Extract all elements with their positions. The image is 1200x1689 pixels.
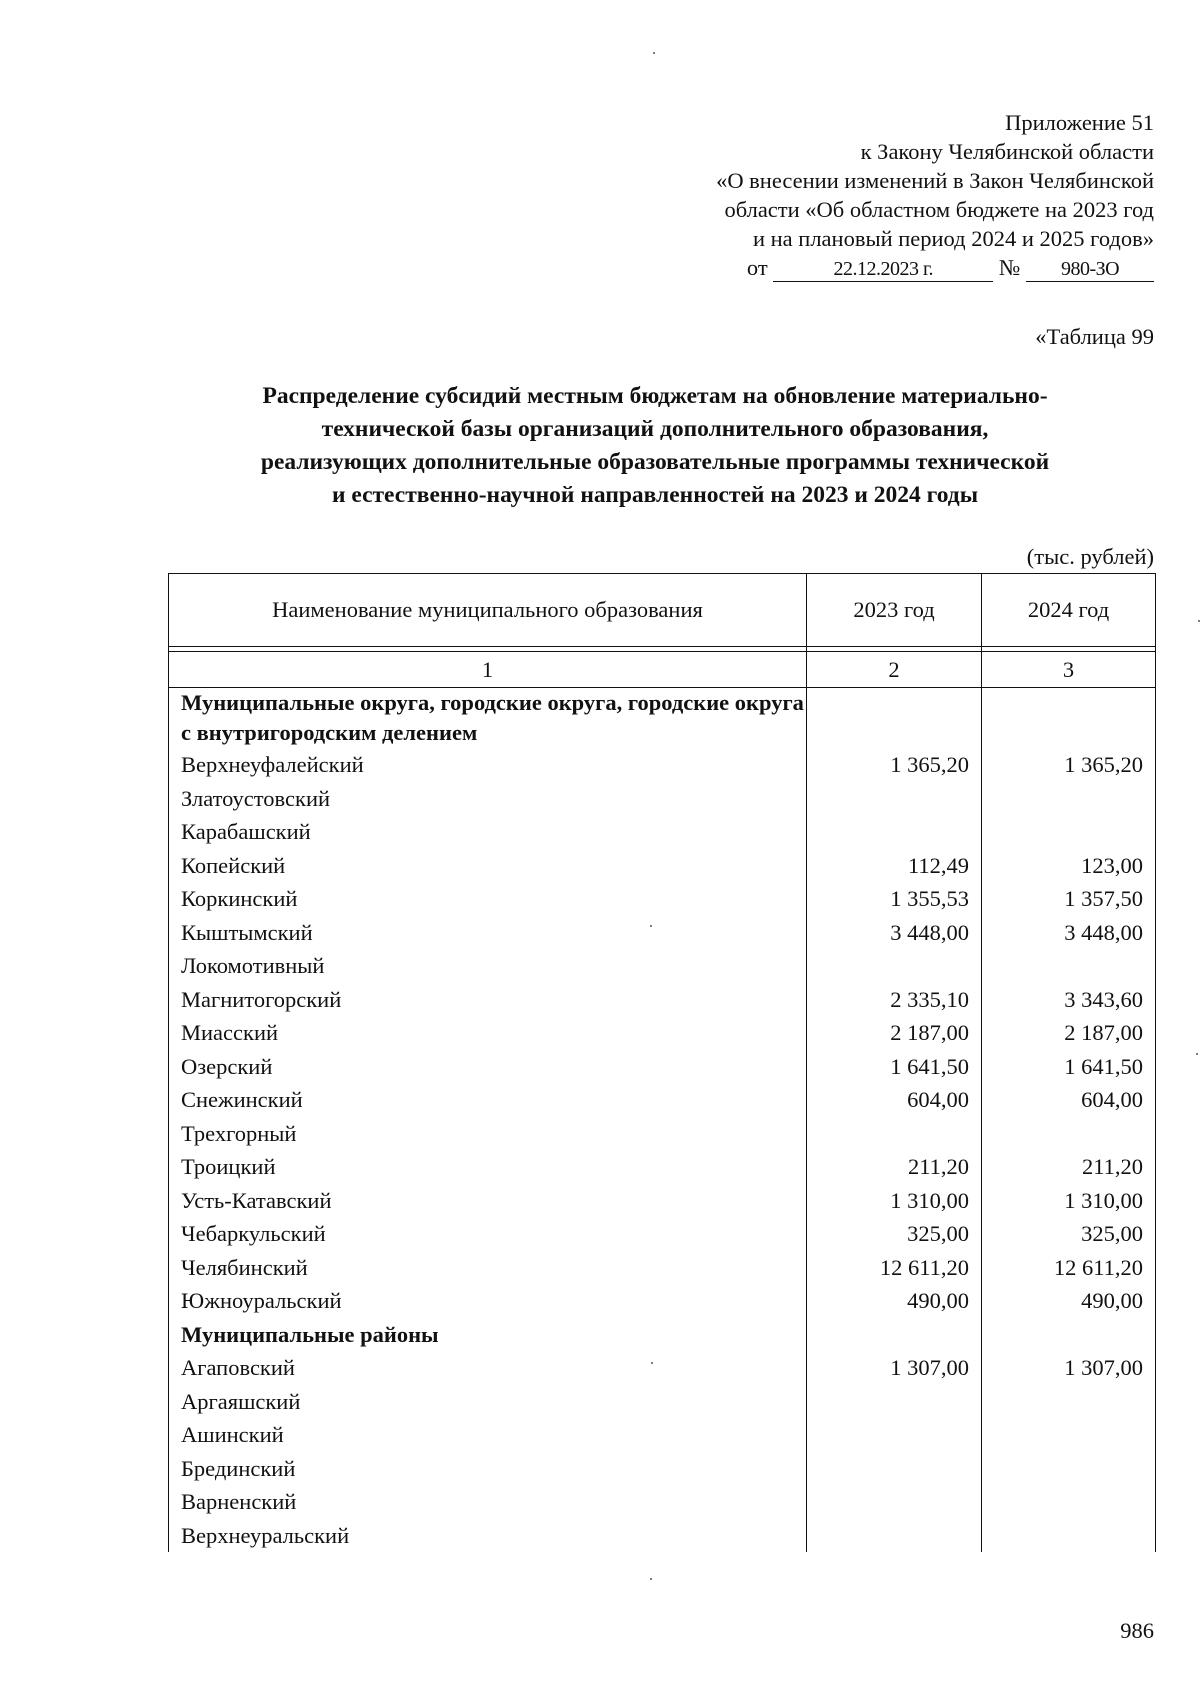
value-2024: 1 365,20 — [982, 748, 1156, 782]
municipality-name: Чебаркульский — [169, 1217, 807, 1251]
table-body — [169, 688, 1156, 1553]
municipality-name: Ашинский — [169, 1418, 807, 1452]
value-2023: 604,00 — [807, 1083, 982, 1117]
value-2023: 3 448,00 — [807, 916, 982, 950]
column-number: 3 — [982, 652, 1156, 688]
value-2023: 1 641,50 — [807, 1050, 982, 1084]
value-2024: 211,20 — [982, 1150, 1156, 1184]
value-2024 — [982, 815, 1156, 849]
value-2024: 604,00 — [982, 1083, 1156, 1117]
table-row — [169, 815, 1156, 849]
table-row — [169, 1519, 1156, 1553]
law-date: 22.12.2023 г. — [773, 257, 993, 282]
header-2023: 2023 год — [807, 574, 982, 647]
municipality-name: Локомотивный — [169, 949, 807, 983]
table-row — [169, 1385, 1156, 1419]
municipality-name: Кыштымский — [169, 916, 807, 950]
value-2024 — [982, 949, 1156, 983]
value-2024: 1 357,50 — [982, 882, 1156, 916]
value-2023 — [807, 1485, 982, 1519]
document-title — [160, 380, 1150, 512]
municipality-name: Трехгорный — [169, 1117, 807, 1151]
municipality-name: Челябинский — [169, 1251, 807, 1285]
municipality-name: Троицкий — [169, 1150, 807, 1184]
table-row — [169, 882, 1156, 916]
value-2023 — [807, 782, 982, 816]
scan-speck — [650, 925, 652, 927]
value-2024: 3 448,00 — [982, 916, 1156, 950]
table-header — [169, 574, 1156, 688]
scan-speck — [1196, 1053, 1198, 1055]
appendix-header — [594, 108, 1154, 282]
value-2024 — [982, 1452, 1156, 1486]
empty-cell — [982, 1318, 1156, 1352]
value-2024: 12 611,20 — [982, 1251, 1156, 1285]
municipality-name: Варненский — [169, 1485, 807, 1519]
municipality-name: Агаповский — [169, 1351, 807, 1385]
municipality-name: Коркинский — [169, 882, 807, 916]
page-number: 986 — [1120, 1618, 1154, 1643]
header-line: области «Об областном бюджете на 2023 год — [724, 197, 1154, 222]
value-2024 — [982, 1117, 1156, 1151]
table-row — [169, 1117, 1156, 1151]
subsidy-table — [168, 573, 1156, 1552]
table-row — [169, 1217, 1156, 1251]
value-2024 — [982, 1418, 1156, 1452]
value-2023 — [807, 815, 982, 849]
table-row — [169, 1452, 1156, 1486]
value-2024: 325,00 — [982, 1217, 1156, 1251]
table-row — [169, 782, 1156, 816]
date-prefix: от — [746, 255, 768, 280]
units-label: (тыс. рублей) — [1026, 544, 1154, 569]
scan-speck — [653, 52, 655, 54]
value-2023: 1 307,00 — [807, 1351, 982, 1385]
value-2024: 3 343,60 — [982, 983, 1156, 1017]
table-row — [169, 1485, 1156, 1519]
municipality-name: Брединский — [169, 1452, 807, 1486]
value-2023: 1 365,20 — [807, 748, 982, 782]
municipality-name: Верхнеуральский — [169, 1519, 807, 1553]
table-row — [169, 1351, 1156, 1385]
section-row — [169, 688, 1156, 749]
table-row — [169, 916, 1156, 950]
value-2023 — [807, 1418, 982, 1452]
value-2023: 1 355,53 — [807, 882, 982, 916]
number-prefix: № — [998, 255, 1021, 280]
value-2024: 123,00 — [982, 849, 1156, 883]
section-title: Муниципальные округа, городские округа, городские округа с внутригородским делением — [169, 688, 807, 749]
header-line: и на плановый период 2024 и 2025 годов» — [752, 226, 1154, 251]
value-2024 — [982, 1385, 1156, 1419]
header-municipality: Наименование муниципального образования — [169, 574, 807, 647]
municipality-name: Аргаяшский — [169, 1385, 807, 1419]
value-2023 — [807, 1519, 982, 1553]
header-2024: 2024 год — [982, 574, 1156, 647]
value-2024: 1 307,00 — [982, 1351, 1156, 1385]
value-2023: 112,49 — [807, 849, 982, 883]
value-2023: 1 310,00 — [807, 1184, 982, 1218]
table-row — [169, 748, 1156, 782]
empty-cell — [807, 1318, 982, 1352]
value-2023: 490,00 — [807, 1284, 982, 1318]
table-row — [169, 849, 1156, 883]
value-2023: 2 335,10 — [807, 983, 982, 1017]
table-row — [169, 1083, 1156, 1117]
value-2024 — [982, 1485, 1156, 1519]
law-date-number-line — [594, 253, 1154, 282]
value-2024 — [982, 1519, 1156, 1553]
table-reference: «Таблица 99 — [1035, 324, 1154, 349]
header-line: Приложение 51 — [1005, 110, 1154, 135]
value-2024: 1 310,00 — [982, 1184, 1156, 1218]
municipality-name: Озерский — [169, 1050, 807, 1084]
table-row — [169, 1050, 1156, 1084]
municipality-name: Миасский — [169, 1016, 807, 1050]
municipality-name: Южноуральский — [169, 1284, 807, 1318]
value-2024: 490,00 — [982, 1284, 1156, 1318]
value-2023 — [807, 1117, 982, 1151]
title-line: и естественно-научной направленностей на 2023 и 2024 годы — [331, 482, 979, 508]
section-row — [169, 1318, 1156, 1352]
table-row — [169, 1016, 1156, 1050]
municipality-name: Златоустовский — [169, 782, 807, 816]
table-row — [169, 983, 1156, 1017]
value-2023 — [807, 949, 982, 983]
value-2024: 1 641,50 — [982, 1050, 1156, 1084]
value-2023 — [807, 1385, 982, 1419]
value-2024 — [982, 782, 1156, 816]
value-2023: 2 187,00 — [807, 1016, 982, 1050]
section-title: Муниципальные районы — [169, 1318, 807, 1352]
municipality-name: Магнитогорский — [169, 983, 807, 1017]
municipality-name: Карабашский — [169, 815, 807, 849]
table-row — [169, 1184, 1156, 1218]
subsidy-table-wrapper — [168, 573, 1155, 1552]
value-2023: 12 611,20 — [807, 1251, 982, 1285]
empty-cell — [807, 688, 982, 749]
table-row — [169, 1284, 1156, 1318]
scan-speck — [650, 1578, 652, 1580]
table-row — [169, 1251, 1156, 1285]
value-2024: 2 187,00 — [982, 1016, 1156, 1050]
municipality-name: Снежинский — [169, 1083, 807, 1117]
municipality-name: Усть-Катавский — [169, 1184, 807, 1218]
table-row — [169, 949, 1156, 983]
municipality-name: Верхнеуфалейский — [169, 748, 807, 782]
law-number: 980-ЗО — [1026, 257, 1154, 282]
title-line: реализующих дополнительные образовательные программы технической — [260, 449, 1050, 475]
empty-cell — [982, 688, 1156, 749]
title-line: Распределение субсидий местным бюджетам на обновление материально- — [262, 383, 1048, 409]
value-2023: 325,00 — [807, 1217, 982, 1251]
table-row — [169, 1150, 1156, 1184]
column-number: 2 — [807, 652, 982, 688]
table-row — [169, 1418, 1156, 1452]
value-2023 — [807, 1452, 982, 1486]
title-line: технической базы организаций дополнительного образования, — [321, 416, 989, 442]
value-2023: 211,20 — [807, 1150, 982, 1184]
header-line: «О внесении изменений в Закон Челябинской — [716, 168, 1154, 193]
column-number: 1 — [169, 652, 807, 688]
scan-speck — [651, 1362, 653, 1364]
header-line: к Закону Челябинской области — [860, 139, 1154, 164]
municipality-name: Копейский — [169, 849, 807, 883]
